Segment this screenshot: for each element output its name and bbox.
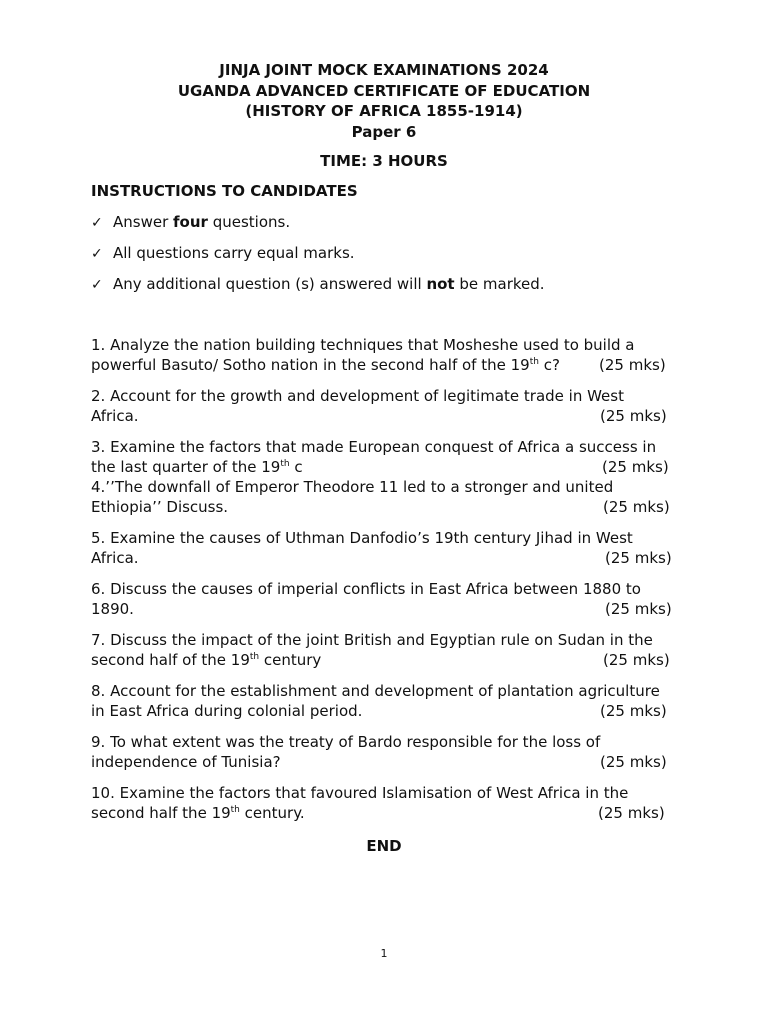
question-text-cont xyxy=(91,803,675,823)
checkmark-icon: ✓ xyxy=(91,215,103,231)
question-text-part: the last quarter of the 19 xyxy=(91,458,281,476)
question-6 xyxy=(91,579,675,619)
question-text-part: c? xyxy=(538,356,560,374)
question-text-part: 1890. xyxy=(91,600,134,618)
question-text-cont xyxy=(91,457,675,477)
question-text: 7. Discuss the impact of the joint British and Egyptian rule on Sudan in the xyxy=(91,631,653,649)
instruction-text: Answer xyxy=(113,213,174,231)
question-text-cont xyxy=(91,406,675,426)
question-text-cont xyxy=(91,701,675,721)
page-number: 1 xyxy=(380,947,388,960)
question-text-cont xyxy=(91,548,675,568)
question-text-cont xyxy=(91,355,675,375)
question-text-part: century xyxy=(259,651,322,669)
question-3 xyxy=(91,437,675,477)
marks-label: (25 mks) xyxy=(599,356,666,374)
instruction-text: All questions carry equal marks. xyxy=(113,244,355,262)
question-list xyxy=(91,335,675,834)
question-text-part: powerful Basuto/ Sotho nation in the second half of the 19 xyxy=(91,356,530,374)
header-line-4: Paper 6 xyxy=(351,122,417,141)
question-2 xyxy=(91,386,675,426)
marks-label: (25 mks) xyxy=(605,600,672,618)
checkmark-icon: ✓ xyxy=(91,277,103,293)
instruction-text: be marked. xyxy=(454,275,545,293)
ordinal-suffix: th xyxy=(280,459,290,469)
instructions-title: INSTRUCTIONS TO CANDIDATES xyxy=(91,182,358,200)
instruction-item xyxy=(91,243,691,274)
question-text: 3. Examine the factors that made European conquest of Africa a success in xyxy=(91,438,657,456)
question-text-part: Africa. xyxy=(91,407,139,425)
checkmark-icon: ✓ xyxy=(91,246,103,262)
marks-label: (25 mks) xyxy=(603,651,670,669)
header-line-3: (HISTORY OF AFRICA 1855-1914) xyxy=(245,102,523,120)
question-text: 5. Examine the causes of Uthman Danfodio’s 19th century Jihad in West xyxy=(91,529,633,547)
instruction-text: Any additional question (s) answered will xyxy=(113,275,427,293)
question-1 xyxy=(91,335,675,375)
instruction-item xyxy=(91,274,691,305)
question-5 xyxy=(91,528,675,568)
instruction-emphasis: not xyxy=(426,275,455,293)
question-text-part: century. xyxy=(239,804,305,822)
marks-label: (25 mks) xyxy=(602,458,669,476)
question-text: 9. To what extent was the treaty of Bardo responsible for the loss of xyxy=(91,733,601,751)
ordinal-suffix: th xyxy=(529,357,539,367)
question-text-part: in East Africa during colonial period. xyxy=(91,702,363,720)
header-line-1: JINJA JOINT MOCK EXAMINATIONS 2024 xyxy=(219,61,549,79)
question-text: 1. Analyze the nation building techniques that Mosheshe used to build a xyxy=(91,336,635,354)
instruction-text: questions. xyxy=(207,213,291,231)
question-9 xyxy=(91,732,675,772)
question-text-part: second half the 19 xyxy=(91,804,231,822)
question-text-part: independence of Tunisia? xyxy=(91,753,281,771)
question-text-cont xyxy=(91,599,675,619)
exam-header xyxy=(0,60,768,142)
marks-label: (25 mks) xyxy=(598,804,665,822)
question-text: 2. Account for the growth and development of legitimate trade in West xyxy=(91,387,624,405)
exam-time: TIME: 3 HOURS xyxy=(320,152,448,170)
question-text-part: second half of the 19 xyxy=(91,651,250,669)
ordinal-suffix: th xyxy=(230,805,240,815)
question-text: 10. Examine the factors that favoured Islamisation of West Africa in the xyxy=(91,784,629,802)
question-10 xyxy=(91,783,675,823)
question-4 xyxy=(91,477,675,517)
question-text-cont xyxy=(91,497,675,517)
question-text-part: Africa. xyxy=(91,549,139,567)
end-label: END xyxy=(366,837,402,855)
marks-label: (25 mks) xyxy=(600,753,667,771)
instruction-emphasis: four xyxy=(173,213,208,231)
question-text-cont xyxy=(91,650,675,670)
question-text: 6. Discuss the causes of imperial conflicts in East Africa between 1880 to xyxy=(91,580,641,598)
instruction-item xyxy=(91,212,691,243)
instructions-list xyxy=(91,212,691,305)
marks-label: (25 mks) xyxy=(600,702,667,720)
marks-label: (25 mks) xyxy=(600,407,667,425)
question-text: 8. Account for the establishment and development of plantation agriculture xyxy=(91,682,660,700)
marks-label: (25 mks) xyxy=(605,549,672,567)
ordinal-suffix: th xyxy=(249,652,260,662)
question-text: 4.’’The downfall of Emperor Theodore 11 led to a stronger and united xyxy=(91,478,614,496)
question-text-part: Ethiopia’’ Discuss. xyxy=(91,498,229,516)
marks-label: (25 mks) xyxy=(603,498,670,516)
question-text-part: c xyxy=(289,458,303,476)
header-line-2: UGANDA ADVANCED CERTIFICATE OF EDUCATION xyxy=(177,81,591,100)
question-7 xyxy=(91,630,675,670)
question-text-cont xyxy=(91,752,675,772)
question-8 xyxy=(91,681,675,721)
